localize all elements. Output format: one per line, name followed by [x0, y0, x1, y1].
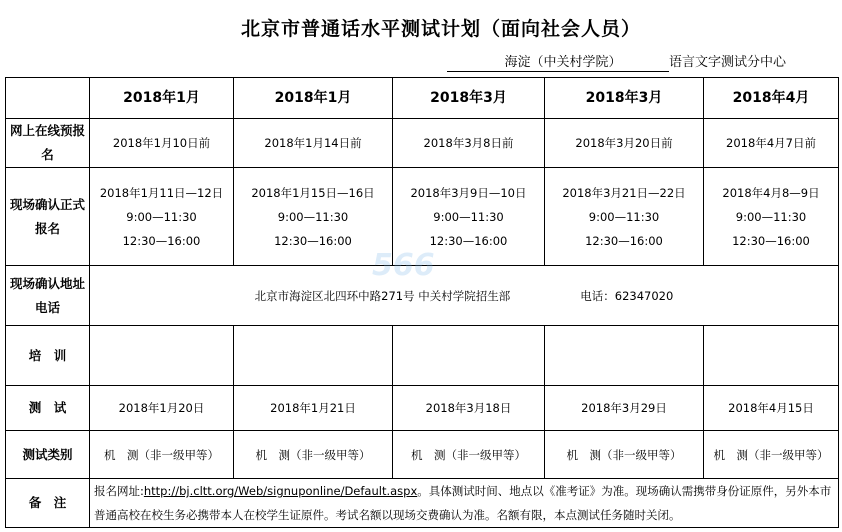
time: 12:30—16:00: [732, 233, 810, 248]
date: 2018年3月21日—22日: [562, 185, 686, 200]
time: 12:30—16:00: [122, 233, 201, 248]
remarks-cell: [90, 479, 839, 528]
cell: 2018年1月14日前: [234, 119, 393, 168]
table-row-online: [6, 119, 839, 168]
row-label: 备 注: [6, 479, 90, 528]
cell: 机 测（非一级甲等）: [545, 431, 704, 479]
time: 9:00—11:30: [126, 209, 197, 224]
remarks-prefix: 报名网址:: [94, 484, 144, 498]
time: 12:30—16:00: [585, 233, 663, 248]
schedule-table: [5, 77, 839, 528]
cell: 2018年4月15日: [704, 386, 839, 431]
column-header: 2018年1月: [90, 78, 234, 119]
cell: 2018年1月21日: [234, 386, 393, 431]
cell: [545, 326, 704, 386]
cell: 2018年1月20日: [90, 386, 234, 431]
cell: 2018年4月7日前: [704, 119, 839, 168]
time: 12:30—16:00: [274, 233, 352, 248]
signup-link[interactable]: http://bj.cltt.org/Web/signuponline/Default.aspx: [143, 484, 418, 498]
cell: 机 测（非一级甲等）: [704, 431, 839, 479]
time: 12:30—16:00: [429, 233, 508, 248]
cell: [704, 326, 839, 386]
column-header: 2018年4月: [704, 78, 839, 119]
column-header: 2018年3月: [545, 78, 704, 119]
watermark-logo: 566: [372, 248, 435, 283]
subtitle: [447, 51, 786, 72]
row-label: 现场确认地址电话: [6, 266, 90, 326]
page-title: 北京市普通话水平测试计划（面向社会人员）: [240, 18, 641, 40]
row-label: 现场确认正式报名: [6, 168, 90, 266]
remarks-text: 。具体测试时间、地点以《准考证》为准。现场确认需携带身份证原件，另外本市普通高校在校生务必携带本人在校学生证原件。考试名额以现场交费确认为准。名额有限，本点测试任务随时关闭。: [94, 484, 832, 522]
test-center-suffix: 语言文字测试分中心: [669, 55, 787, 70]
cell: [234, 168, 393, 266]
table-row-test: [6, 386, 839, 431]
date: 2018年3月9日—10日: [410, 185, 527, 200]
time: 9:00—11:30: [735, 209, 807, 224]
address-cell: [90, 266, 839, 326]
corner-cell: [6, 78, 90, 119]
time: 9:00—11:30: [588, 209, 660, 224]
cell: 2018年1月10日前: [90, 119, 234, 168]
column-header: 2018年1月: [234, 78, 393, 119]
cell: [90, 326, 234, 386]
date: 2018年4月8—9日: [722, 185, 820, 200]
cell: 机 测（非一级甲等）: [234, 431, 393, 479]
table-row-training: [6, 326, 839, 386]
cell: 2018年3月20日前: [545, 119, 704, 168]
cell: [90, 168, 234, 266]
cell: 2018年3月8日前: [393, 119, 545, 168]
table-row-remarks: [6, 479, 839, 528]
cell: 机 测（非一级甲等）: [393, 431, 545, 479]
row-label: 测 试: [6, 386, 90, 431]
row-label: 测试类别: [6, 431, 90, 479]
column-header: 2018年3月: [393, 78, 545, 119]
row-label: 培 训: [6, 326, 90, 386]
date: 2018年1月11日—12日: [99, 185, 224, 200]
time: 9:00—11:30: [277, 209, 349, 224]
date: 2018年1月15日—16日: [251, 185, 375, 200]
cell: [545, 168, 704, 266]
cell: [704, 168, 839, 266]
cell: 2018年3月18日: [393, 386, 545, 431]
test-center-name: 海淀（中关村学院）: [447, 55, 669, 72]
cell: 2018年3月29日: [545, 386, 704, 431]
cell: [234, 326, 393, 386]
cell: [393, 326, 545, 386]
cell: 机 测（非一级甲等）: [90, 431, 234, 479]
table-row-category: [6, 431, 839, 479]
header-row: [6, 78, 839, 119]
address: 北京市海淀区北四环中路271号 中关村学院招生部: [254, 288, 511, 303]
row-label: 网上在线预报名: [6, 119, 90, 168]
time: 9:00—11:30: [433, 209, 504, 224]
phone: 电话：62347020: [580, 288, 674, 303]
